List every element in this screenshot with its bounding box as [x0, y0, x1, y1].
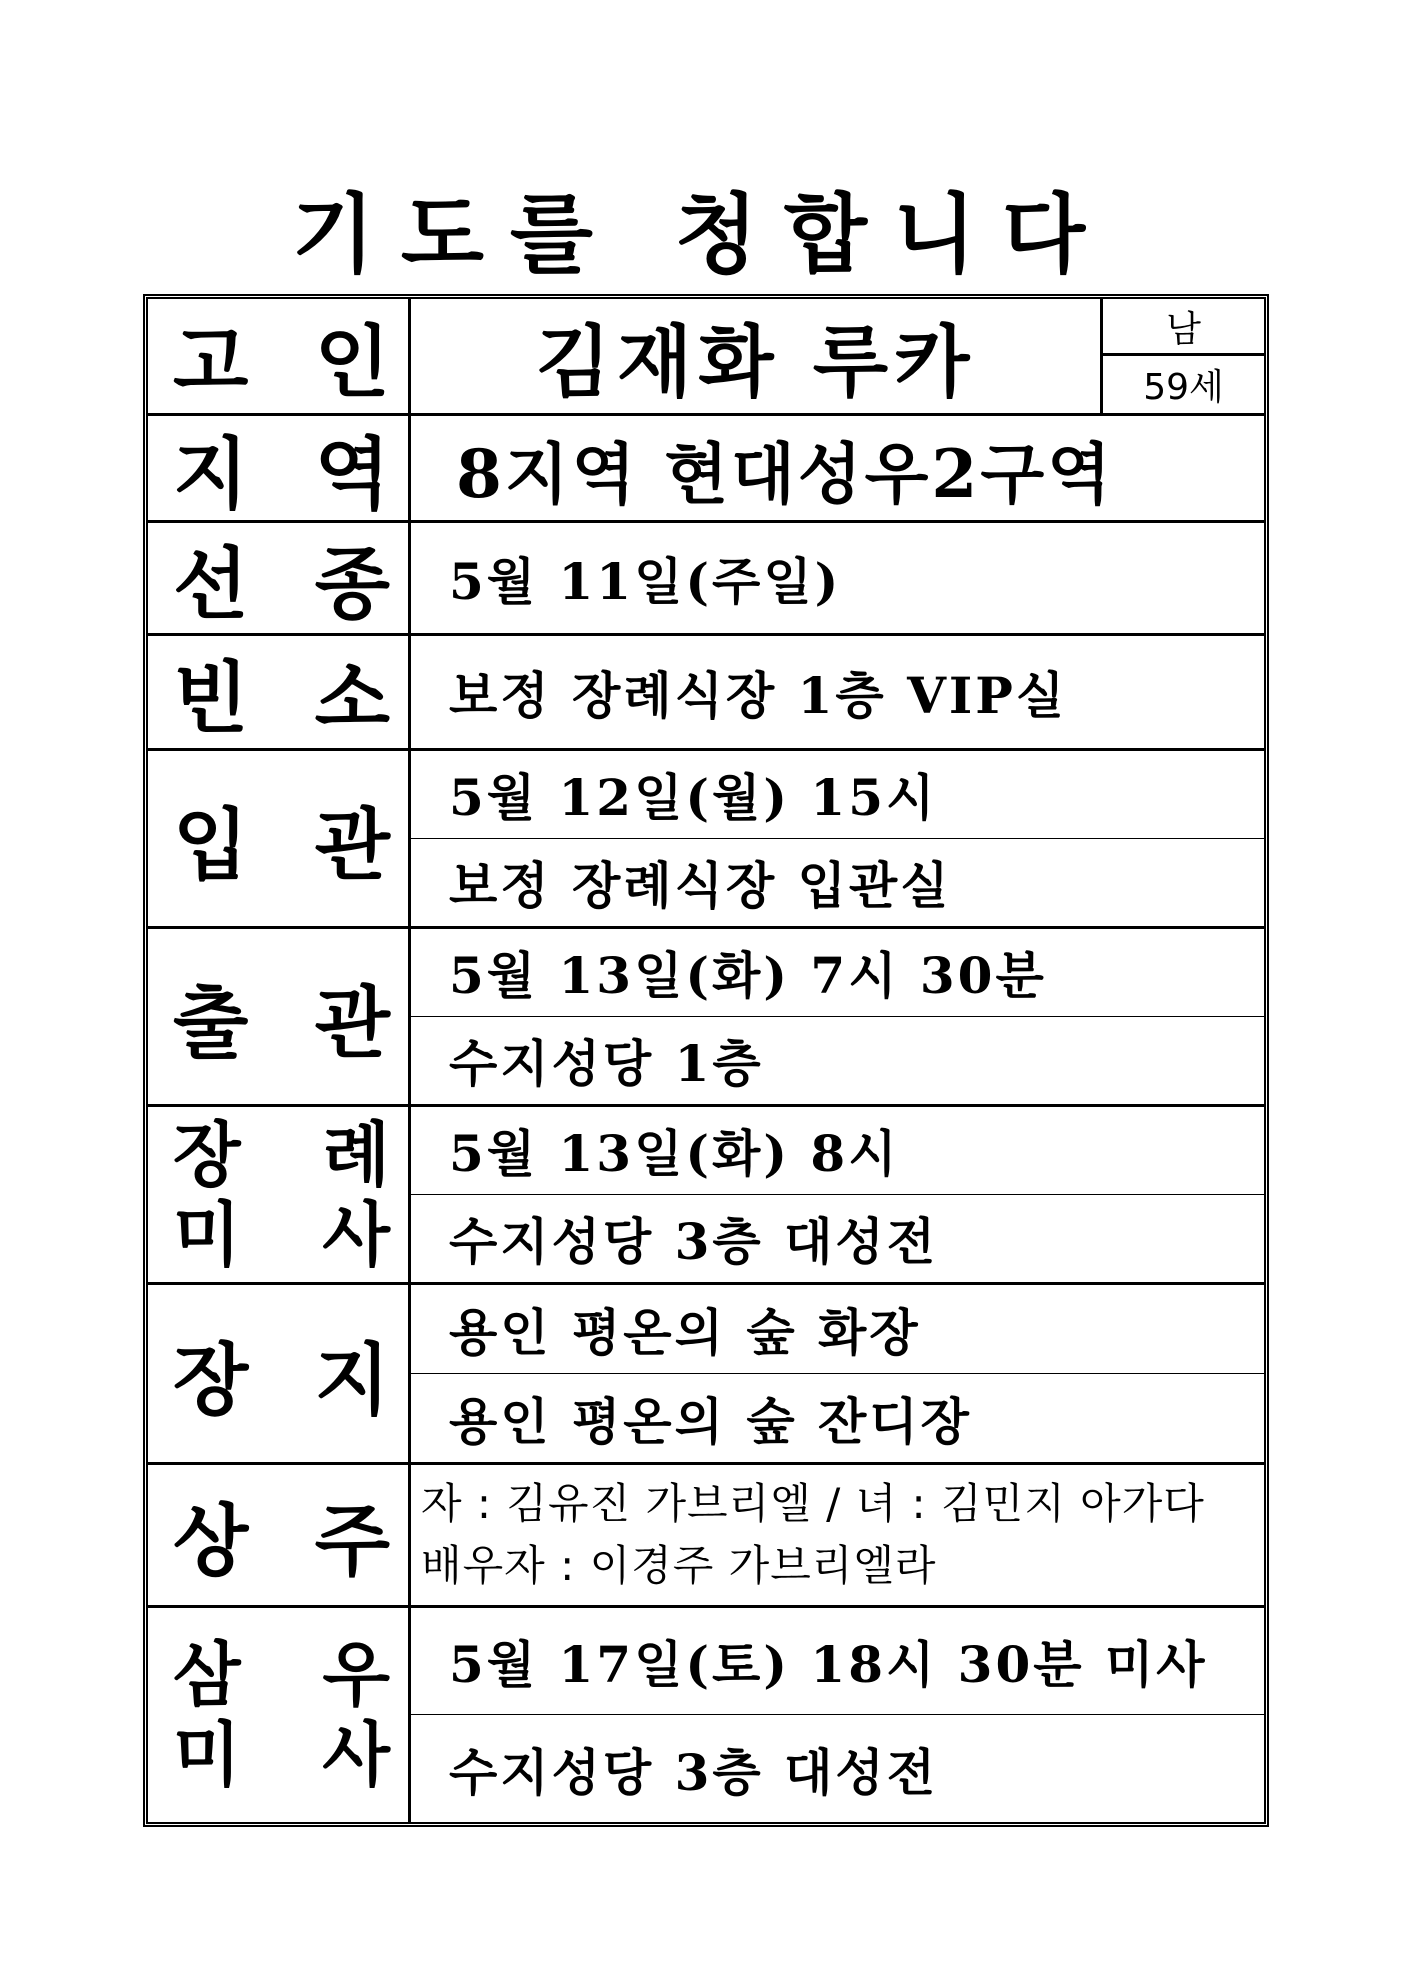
funeral-notice-table: [143, 294, 1269, 1827]
mortuary-label: 빈 소: [148, 636, 411, 748]
mortuary-row: [148, 636, 1264, 751]
mourners-label: 상 주: [148, 1465, 411, 1605]
third-day-mass-label: 삼 우 미 사: [148, 1608, 411, 1822]
burial-label: 장 지: [148, 1285, 411, 1462]
burial-row: [148, 1285, 1264, 1465]
departure-label: 출 관: [148, 929, 411, 1104]
deceased-gender: 남: [1103, 299, 1264, 356]
encoffin-label: 입 관: [148, 751, 411, 926]
mortuary-place: 보정 장례식장 1층 VIP실: [449, 666, 1068, 725]
burial-grave: 용인 평온의 숲 잔디장: [449, 1391, 972, 1451]
mourners-children: 자 : 김유진 가브리엘 / 녀 : 김민지 아가다: [421, 1479, 1205, 1528]
death-row: [148, 523, 1264, 636]
death-label: 선 종: [148, 523, 411, 633]
page-title: 기도를 청합니다: [291, 184, 1112, 285]
mourners-list: [411, 1465, 1264, 1605]
third-day-mass-time: 5월 17일(토) 18시 30분 미사: [411, 1608, 1264, 1715]
region-row: [148, 416, 1264, 523]
third-day-mass-place: 수지성당 3층 대성전: [449, 1742, 939, 1802]
encoffin-place: 보정 장례식장 입관실: [449, 856, 952, 916]
departure-place: 수지성당 1층: [449, 1034, 764, 1094]
deceased-row: [148, 299, 1264, 416]
burial-cremation: 용인 평온의 숲 화장: [411, 1285, 1264, 1374]
encoffin-time: 5월 12일(월) 15시: [411, 751, 1264, 839]
departure-time: 5월 13일(화) 7시 30분: [411, 929, 1264, 1017]
encoffin-row: [148, 751, 1264, 929]
region-label: 지 역: [148, 416, 411, 520]
mourners-row: [148, 1465, 1264, 1608]
funeral-mass-place: 수지성당 3층 대성전: [449, 1212, 939, 1272]
deceased-name: 김재화 루카: [411, 299, 1103, 413]
region-value: 8지역 현대성우2구역: [456, 434, 1114, 513]
third-day-mass-row: [148, 1608, 1264, 1822]
funeral-mass-time: 5월 13일(화) 8시: [411, 1107, 1264, 1195]
funeral-mass-label: 장 례 미 사: [148, 1107, 411, 1282]
funeral-mass-row: [148, 1107, 1264, 1285]
deceased-label: 고 인: [148, 299, 411, 413]
deceased-info: [1103, 299, 1264, 413]
death-date: 5월 11일(주일): [449, 552, 842, 611]
deceased-age: 59세: [1143, 367, 1224, 408]
departure-row: [148, 929, 1264, 1107]
mourners-spouse: 배우자 : 이경주 가브리엘라: [421, 1541, 937, 1590]
